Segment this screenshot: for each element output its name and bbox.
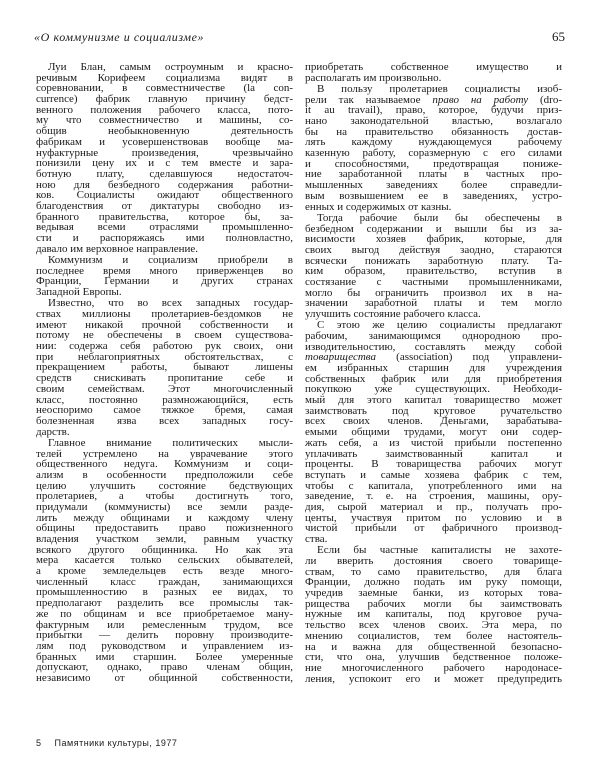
text-line: ли вверить достояния своего товарище- (305, 555, 562, 567)
text-line: мышленных заведениях более справедли- (305, 179, 562, 192)
text-line: значении заработной платы и тем могло (305, 297, 562, 310)
text-line: состязание с частными промышленниками, (305, 275, 562, 288)
text-line: ков. Социалисты ожидают общественного (36, 189, 293, 202)
text-line: нужные им капиталы, под круговое руча- (305, 608, 562, 621)
text-line: ною для безбедного содержания работни- (36, 178, 293, 191)
text-line: Известно, что во всех западных государ- (48, 297, 293, 310)
text-line: целию улучшить состояние бедствующих (36, 479, 293, 492)
paragraph (36, 62, 293, 254)
text-line: прекращением работы, бывают лишены (36, 361, 293, 374)
text-line: емыми общими трудами, могут они содер- (305, 426, 562, 439)
text-line: численный класс граждан, занимающихся (36, 575, 293, 588)
text-line: нано законодательной властью, возлагало (305, 115, 562, 128)
text-line: класс, постоянно размножающийся, есть (36, 393, 293, 406)
text-line: нуфактурные произведения, чрезвычайно (36, 146, 293, 159)
text-line: соревновании, в совместничестве (la con- (36, 82, 293, 95)
text-line: независимо от общинной собственности, (36, 671, 293, 684)
text-line: казенную работу, соразмерную с его силами (305, 147, 562, 160)
text-line: же по общинам и все приобретаемое ману- (36, 607, 293, 620)
text-line: бранных ими старшин. Более умеренные (36, 650, 293, 663)
text-line: сти, что она, улучшив бедственное положе- (305, 651, 562, 664)
text-line: покупкою уже существующих. Необходи- (305, 383, 562, 396)
text-line: Франции, Германии и других странах (36, 275, 293, 288)
text-line: ведывая всеми отраслями промышленно- (36, 221, 293, 234)
text-line: предполагают разделить все промыслы так- (36, 597, 293, 610)
paragraph (305, 320, 562, 544)
text-line: своим семействам. Этот многочисленный (36, 382, 293, 395)
text-line: чтобы с капитала, употребленного ими на (305, 479, 562, 492)
paragraph (305, 545, 562, 684)
text-line: всякого другого общинника. Но как эта (36, 543, 293, 556)
running-title: «О коммунизме и социализме» (34, 30, 205, 44)
text-line: ализм в особенности предположили себе (36, 468, 293, 481)
text-line: бранного правительства, которое бы, за- (36, 210, 293, 223)
text-line: Луи Блан, самым остроумным и красно- (48, 61, 293, 73)
text-line: изводительностию, составлять между собой (305, 340, 562, 353)
footer-text: Памятники культуры, 1977 (54, 738, 178, 748)
text-line: рабочим, занимающимся однородною про- (305, 329, 562, 342)
text-line: общив необыкновенную деятельность (36, 125, 293, 138)
text-line: мый для этого капитал товарищество может (305, 394, 562, 407)
text-line: ботную плату, сделавшуюся недостаточ- (36, 167, 293, 180)
text-line: дарств. (36, 425, 70, 438)
footer-signature (36, 738, 177, 748)
text-line: С этою же целию социалисты предлагают (317, 319, 562, 332)
signature-number: 5 (36, 738, 42, 748)
text-line: лить между общинами и каждому члену (36, 511, 293, 524)
text-line: приобретать собственное имущество и (305, 61, 562, 73)
paragraph (305, 84, 562, 212)
text-line: ствам, то само правительство, для блага (305, 565, 562, 578)
text-line: уплачивать заимствованный капитал и (305, 447, 562, 460)
text-line: ства. (305, 533, 328, 546)
text-line: му что совместничество и машины, со- (36, 114, 293, 127)
text-line: вым возвышением ее в заведениях, устро- (305, 189, 562, 202)
text-line: всех своих членов. Деньгами, зарабатыва- (305, 415, 562, 428)
text-line: пролетариев, а чтобы достигнуть того, (36, 490, 293, 503)
text-line: it au travail), право, которое, будучи приз- (305, 104, 562, 117)
text-line: вступать и самые хозяева фабрик с тем, (305, 468, 562, 481)
text-line: средств снискивать пропитание себе и (36, 372, 293, 385)
text-line: понизили цену их и с тем вместе и зара- (36, 157, 293, 170)
paragraph (36, 438, 293, 684)
text-line: тельство всех членов своих. Эта мера, по (305, 619, 562, 632)
text-line: ние многочисленного рабочего народонасе- (305, 661, 562, 674)
text-line: фактурным или ремесленным трудом, все (36, 618, 293, 631)
text-line: заимствовать под круговое ручательство (305, 404, 562, 417)
text-line: мнению социалистов, тем более настоятель- (305, 629, 562, 642)
text-line: а кроме земледельцев есть везде много- (36, 565, 293, 578)
text-line: общественного недуга. Коммунизм и соци- (36, 458, 293, 471)
text-line: енных и содержимых от казны. (305, 200, 452, 213)
text-line: currence) фабрик главную причину бедст- (36, 93, 293, 106)
text-line: лять каждому нуждающемуся рабочему (305, 136, 562, 149)
text-line: ким образом, правительство, вступив в (305, 265, 562, 278)
text-segment: (dro- (528, 93, 562, 106)
text-line: общины предоставить право пожизненного (36, 522, 293, 535)
text-line: проценты. В товарищества рабочих могут (305, 458, 562, 471)
text-line: дия, сырой материал и пр., получать про- (305, 500, 562, 513)
text-line: нии: содержа себя работою рук своих, они (36, 340, 293, 353)
italic-term: право на работу (432, 93, 529, 106)
text-segment: рели так называемое (305, 93, 433, 106)
text-column-right (305, 62, 562, 685)
text-line: сти и распоряжаясь ими полновластно, (36, 232, 293, 244)
text-line: учредив заемные банки, из которых това- (305, 587, 562, 600)
text-line: Франции, должно подать им руку помощи, (305, 576, 562, 589)
text-line: могло бы ограничить произвол их в на- (305, 286, 562, 299)
text-line: имеют никакой прочной собственности и (36, 318, 293, 331)
text-line: Если бы частные капиталисты не захоте- (317, 544, 562, 557)
text-line: безбедном содержании и вышли бы из за- (305, 222, 562, 235)
text-line: речивым Корифеем социализма видят в (36, 71, 293, 84)
text-line: прибытки — делить поровну производите- (36, 629, 293, 642)
text-line: располагать им произвольно. (305, 71, 442, 84)
text-line: чистой прибыли от фабричного производ- (305, 522, 562, 535)
text-line: своих выгод действуя заодно, стараются (305, 243, 562, 256)
page-number: 65 (552, 29, 565, 44)
paragraph (305, 213, 562, 320)
text-line: болезненная язва всех западных госу- (36, 414, 293, 427)
text-line: последнее время много приверженцев во (36, 264, 293, 277)
text-segment: (association) под управлени- (375, 351, 562, 364)
text-line: Коммунизм и социализм приобрели в (48, 253, 293, 266)
text-column-left (36, 62, 293, 684)
paragraph (36, 298, 293, 437)
text-line: ствах миллионы пролетариев-бездомков не (36, 308, 293, 320)
text-line: неоспоримо самое тяжкое бремя, самая (36, 404, 293, 417)
text-line: придумали (коммунисты) все земли разде- (36, 500, 293, 513)
text-line: улучшить состояние рабочего класса. (305, 308, 481, 320)
text-line: фабрикам и усовершенствовав вообще ма- (36, 135, 293, 148)
text-line: жать себя, а из чистой прибыли постепенно (305, 436, 562, 449)
text-line: лям под руководством и управлением из- (36, 639, 293, 652)
paragraph (36, 255, 293, 298)
text-line: на и важна для общественной безопасно- (305, 640, 562, 653)
text-line: промышленностию в разных ее видах, то (36, 586, 293, 599)
text-line: Западной Европы. (36, 286, 122, 299)
text-line: допускают, однако, право членам общин, (36, 661, 293, 674)
text-line: ления, успокоит его и может предупредить (305, 672, 562, 685)
text-line: собственных фабрик или для приобретения (305, 372, 562, 385)
text-line: владения участком земли, равным участку (36, 533, 293, 546)
italic-term: товарищества (305, 351, 376, 364)
text-line: заведение, т. е. на строения, машины, ору- (305, 490, 562, 503)
text-line: венного положения рабочего класса, пото- (36, 103, 293, 116)
text-line: В пользу пролетариев социалисты изоб- (317, 82, 562, 95)
text-line: Тогда рабочие были бы обеспечены в (317, 211, 562, 224)
text-line: всячески понижать заработную плату. Та- (305, 254, 562, 267)
text-line: ем избранных старшин для учреждения (305, 362, 562, 375)
text-line: при неблагоприятных обстоятельствах, с (36, 350, 293, 363)
text-line: мера касается только сельских обывателей, (36, 554, 293, 567)
text-line: бы на правительство обязанность достав- (305, 125, 562, 138)
text-line: рищества рабочих могли бы заимствовать (305, 597, 562, 610)
text-line: и способностями, предотвращая пониже- (305, 157, 562, 170)
text-line: Главное внимание политических мысли- (48, 436, 293, 449)
text-line: давало им верховное направление. (36, 242, 199, 255)
text-line: центы, участвуя притом по условию и в (305, 511, 562, 524)
text-line: телей устремлено на уврачевание этого (36, 447, 293, 460)
text-line: ние заработанной платы в частных про- (305, 168, 562, 181)
text-line: благоденствия от диктатуры свободно из- (36, 199, 293, 212)
paragraph (305, 62, 562, 83)
text-line: потому не обеспечены в своем существова- (36, 329, 293, 342)
text-line: висимости хозяев фабрик, которые, для (305, 233, 562, 246)
